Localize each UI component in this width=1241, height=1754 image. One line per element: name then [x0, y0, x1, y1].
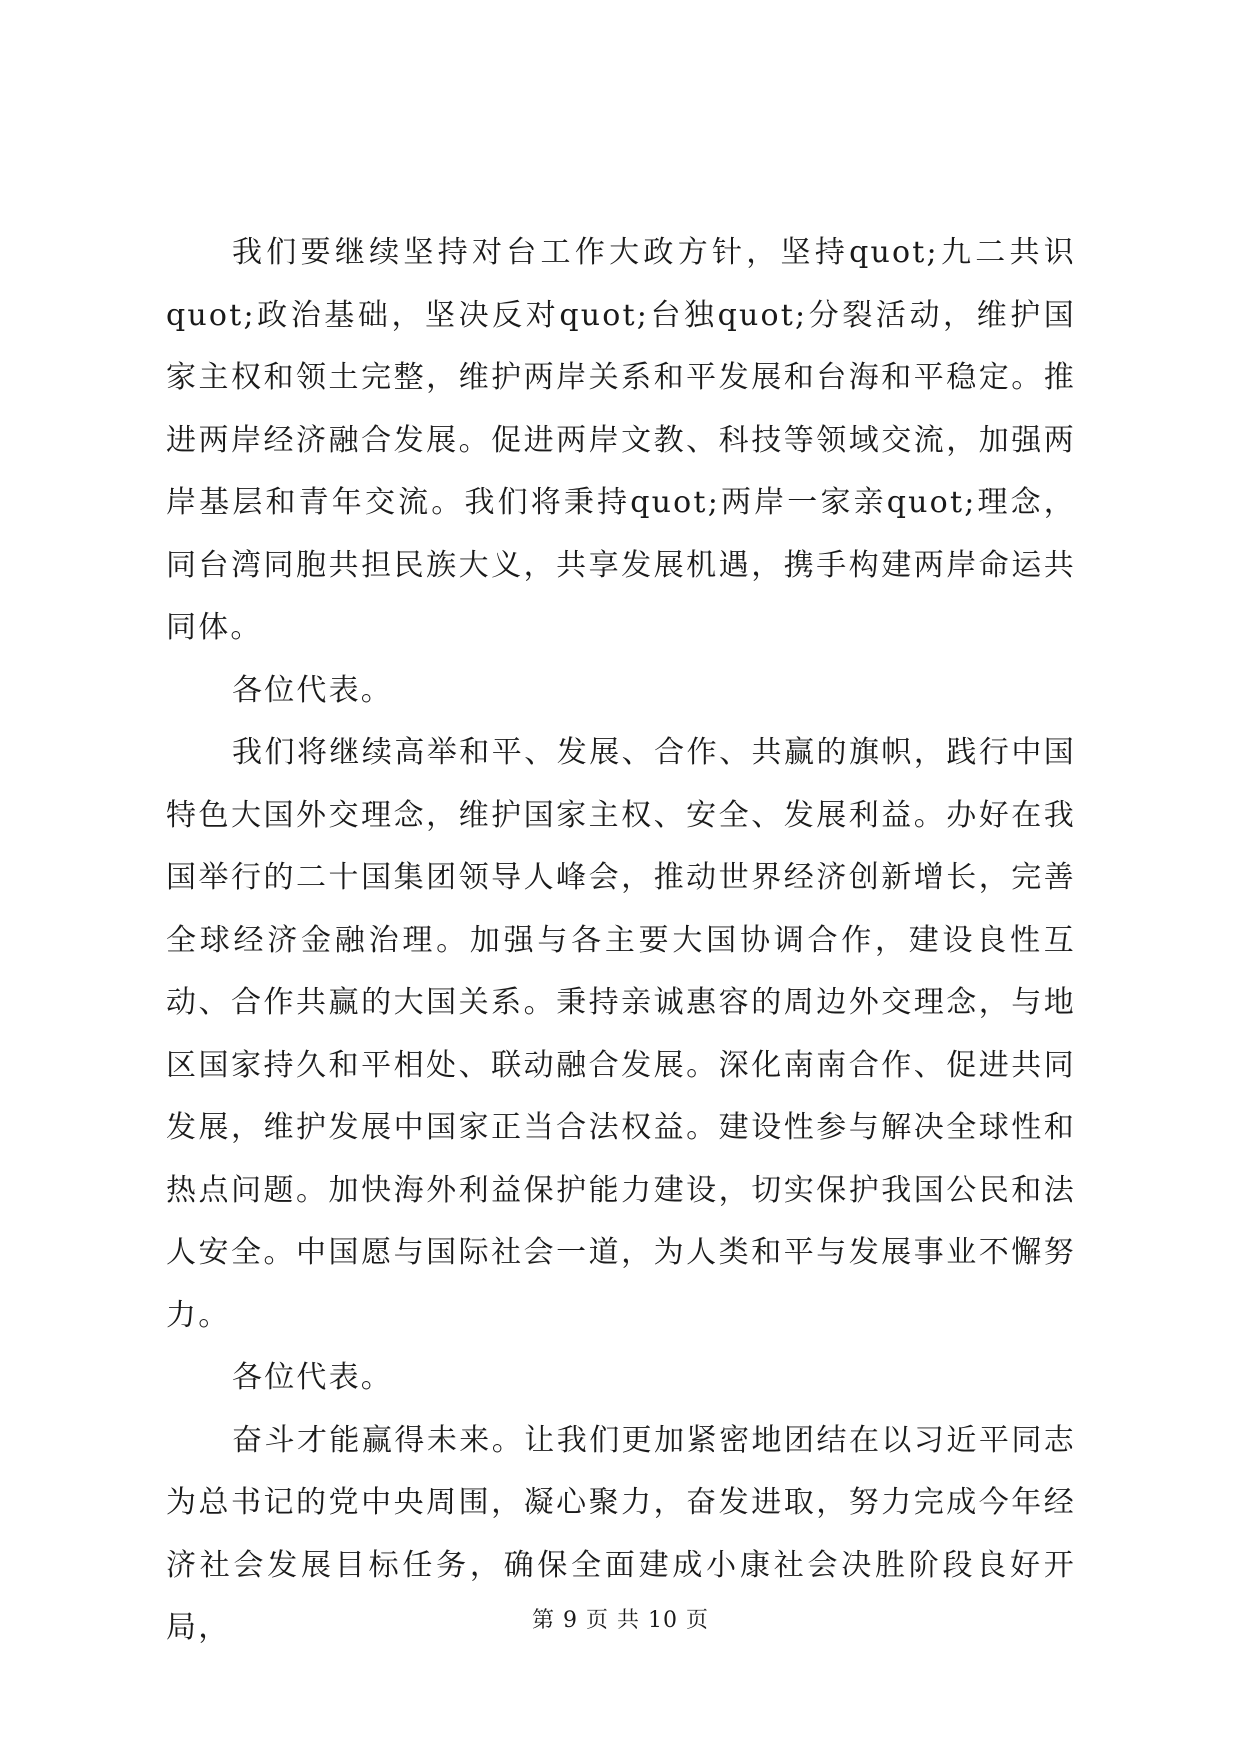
paragraph-salutation: 各位代表。 [232, 672, 393, 708]
paragraph-foreign-policy: 我们将继续高举和平、发展、合作、共赢的旗帜，践行中国特色大国外交理念，维护国家主权、安全、发展利益。办好在我国举行的二十国集团领导人峰会，推动世界经济创新增长，完善全球经济金融治理。加强与各主要大国协调合作，建设良性互动、合作共赢的大国关系。秉持亲诚惠容的周边外交理念，与地区国家持久和平相处、联动融合发展。深化南南合作、促进共同发展，维护发展中国家正当合法权益。建设性参与解决全球性和热点问题。加快海外利益保护能力建设，切实保护我国公民和法人安全。中国愿与国际社会一道，为人类和平与发展事业不懈努力。 [166, 735, 1076, 1333]
paragraph-salutation: 各位代表。 [232, 1360, 393, 1395]
paragraph-cross-strait: 我们要继续坚持对台工作大政方针，坚持quot;九二共识quot;政治基础，坚决反对quot;台独quot;分裂活动，维护国家主权和领土完整，维护两岸关系和平发展和台海和平稳定。推进两岸经济融合发展。促进两岸文教、科技等领域交流，加强两岸基层和青年交流。我们将秉持quot;两岸一家亲quot;理念，同台湾同胞共担民族大义，共享发展机遇，携手构建两岸命运共同体。 [166, 235, 1076, 645]
page-number-footer: 第 9 页 共 10 页 [532, 1608, 709, 1633]
document-body [166, 222, 1076, 1660]
paragraph-closing: 奋斗才能赢得未来。让我们更加紧密地团结在以习近平同志为总书记的党中央周围，凝心聚力，奋发进取，努力完成今年经济社会发展目标任务，确保全面建成小康社会决胜阶段良好开局， [166, 1422, 1076, 1645]
